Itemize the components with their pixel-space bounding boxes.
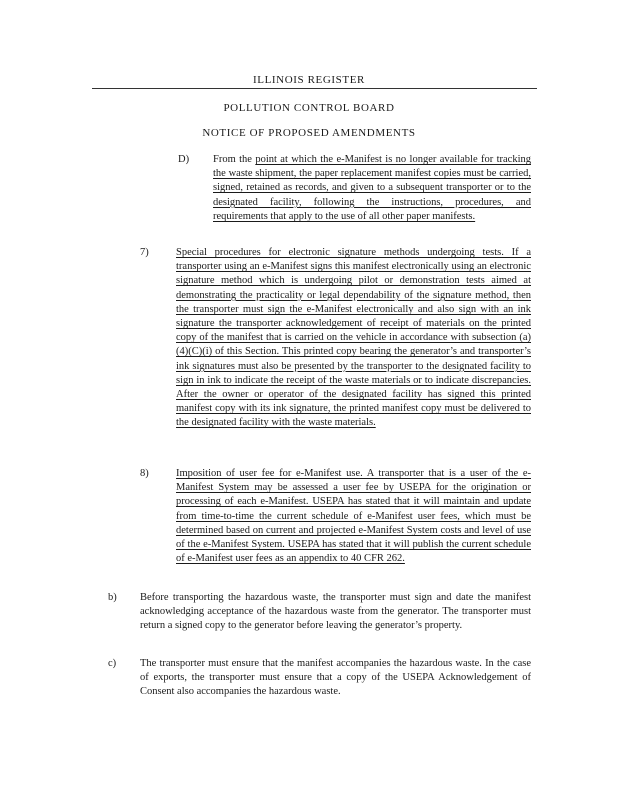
item-d-label: D)	[178, 154, 190, 165]
header-rule	[92, 88, 537, 89]
register-title: ILLINOIS REGISTER	[253, 74, 365, 86]
item-d-paragraph	[213, 153, 531, 224]
item-d-text-plain: From the	[213, 154, 256, 165]
item-b-paragraph: Before transporting the hazardous waste, the transporter must sign and date the manifest acknowledging acceptance of the hazardous waste from the generator. The transporter must return a signed copy to the generator before leaving the generator’s property.	[140, 592, 531, 632]
item-c-paragraph: The transporter must ensure that the manifest accompanies the hazardous waste. In the case of exports, the transporter must ensure that a copy of the USEPA Acknowledgement of Consent also accompanies the hazardous waste.	[140, 658, 531, 698]
item-8-label: 8)	[140, 468, 149, 479]
item-7-label: 7)	[140, 247, 149, 258]
item-7-paragraph: Special procedures for electronic signature methods undergoing tests. If a transporter using an e-Manifest signs this manifest electronically using an electronic signature method which is undergoing pilot or demonstration tests aimed at demonstrating the practicality or legal dependability of the signature method, then the transporter must sign the e-Manifest electronically and also sign with an ink signature the transporter acknowledgement of receipt of materials on the printed copy of the manifest that is carried on the vehicle in accordance with subsection (a)(4)(C)(i) of this Section. This printed copy bearing the generator’s and transporter’s ink signatures must also be presented by the transporter to the designated facility to sign in ink to indicate the receipt of the waste materials or to indicate discrepancies. After the owner or operator of the designated facility has signed this printed manifest copy with its ink signature, the printed manifest copy must be delivered to the designated facility with the waste materials.	[176, 247, 531, 429]
notice-title: NOTICE OF PROPOSED AMENDMENTS	[202, 127, 416, 139]
item-b-label: b)	[108, 592, 117, 603]
board-title: POLLUTION CONTROL BOARD	[223, 102, 395, 114]
item-c-label: c)	[108, 658, 117, 669]
item-8-paragraph: Imposition of user fee for e-Manifest use. A transporter that is a user of the e-Manifest System may be assessed a user fee by USEPA for the origination or processing of each e-Manifest. USEPA has stated that it will maintain and update from time-to-time the current schedule of e-Manifest user fees, which must be determined based on current and projected e-Manifest System costs and level of use of the e-Manifest System. USEPA has stated that it will publish the current schedule of e-Manifest user fees as an appendix to 40 CFR 262.	[176, 468, 531, 565]
item-d-text-underlined: point at which the e-Manifest is no longer available for tracking the waste shipment, the paper replacement manifest copies must be carried, signed, retained as records, and given to a subsequent transporter or to the designated facility, following the instructions, procedures, and requirements that apply to the use of all other paper manifests.	[213, 154, 531, 222]
